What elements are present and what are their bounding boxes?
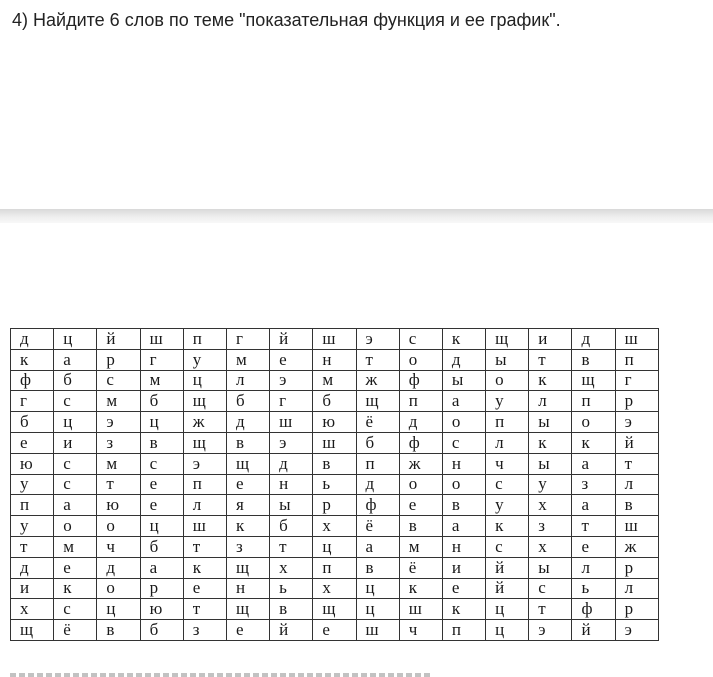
grid-cell[interactable]: т (97, 474, 140, 495)
grid-cell[interactable]: э (356, 329, 399, 350)
grid-cell[interactable]: о (399, 474, 442, 495)
grid-cell[interactable]: ц (140, 516, 183, 537)
grid-cell[interactable]: с (140, 453, 183, 474)
grid-cell[interactable]: е (270, 349, 313, 370)
grid-cell[interactable]: й (270, 329, 313, 350)
grid-cell[interactable]: х (270, 557, 313, 578)
grid-cell[interactable]: л (183, 495, 226, 516)
grid-cell[interactable]: в (399, 516, 442, 537)
grid-cell[interactable]: с (486, 474, 529, 495)
grid-row (11, 578, 659, 599)
grid-cell[interactable]: п (486, 412, 529, 433)
grid-cell[interactable]: щ (183, 432, 226, 453)
grid-cell[interactable]: г (226, 329, 269, 350)
grid-cell[interactable]: з (97, 432, 140, 453)
grid-cell[interactable]: д (399, 412, 442, 433)
grid-cell[interactable]: н (313, 349, 356, 370)
grid-cell[interactable]: й (97, 329, 140, 350)
grid-cell[interactable]: и (529, 329, 572, 350)
grid-cell[interactable]: р (615, 557, 658, 578)
grid-row (11, 599, 659, 620)
grid-cell[interactable]: ц (486, 599, 529, 620)
grid-cell[interactable]: д (356, 474, 399, 495)
grid-cell[interactable]: к (183, 557, 226, 578)
grid-cell[interactable]: у (11, 474, 54, 495)
grid-cell[interactable]: ф (399, 432, 442, 453)
section-divider (0, 209, 713, 223)
grid-cell[interactable]: ё (356, 516, 399, 537)
grid-cell[interactable]: д (226, 412, 269, 433)
grid-cell[interactable]: р (615, 599, 658, 620)
grid-cell[interactable]: ж (615, 536, 658, 557)
grid-cell[interactable]: а (442, 516, 485, 537)
grid-row (11, 474, 659, 495)
grid-cell[interactable]: к (54, 578, 97, 599)
grid-cell[interactable]: в (615, 495, 658, 516)
grid-cell[interactable]: п (572, 391, 615, 412)
word-search-grid (10, 328, 659, 641)
grid-cell[interactable]: х (529, 495, 572, 516)
grid-cell[interactable]: ш (399, 599, 442, 620)
grid-cell[interactable]: к (11, 349, 54, 370)
grid-cell[interactable]: е (140, 495, 183, 516)
grid-cell[interactable]: о (399, 349, 442, 370)
grid-cell[interactable]: м (97, 453, 140, 474)
grid-cell[interactable]: ж (399, 453, 442, 474)
grid-cell[interactable]: ы (529, 557, 572, 578)
grid-cell[interactable]: ц (183, 370, 226, 391)
grid-cell[interactable]: р (313, 495, 356, 516)
grid-cell[interactable]: б (313, 391, 356, 412)
grid-cell[interactable]: б (270, 516, 313, 537)
grid-cell[interactable]: щ (356, 391, 399, 412)
grid-cell[interactable]: с (399, 329, 442, 350)
grid-row (11, 620, 659, 641)
grid-cell[interactable]: с (97, 370, 140, 391)
grid-cell[interactable]: а (54, 349, 97, 370)
grid-cell[interactable]: ф (572, 599, 615, 620)
grid-cell[interactable]: г (11, 391, 54, 412)
grid-cell[interactable]: ё (356, 412, 399, 433)
grid-cell[interactable]: й (572, 620, 615, 641)
grid-cell[interactable]: и (11, 578, 54, 599)
grid-cell[interactable]: о (97, 578, 140, 599)
grid-cell[interactable]: п (11, 495, 54, 516)
grid-cell[interactable]: н (442, 536, 485, 557)
grid-cell[interactable]: у (486, 495, 529, 516)
task-title: 4) Найдите 6 слов по теме "показательная функция и ее график". (12, 10, 561, 30)
grid-cell[interactable]: р (615, 391, 658, 412)
grid-cell[interactable]: щ (486, 329, 529, 350)
grid-cell[interactable]: х (313, 578, 356, 599)
grid-cell[interactable]: в (356, 557, 399, 578)
grid-cell[interactable]: с (54, 391, 97, 412)
grid-cell[interactable]: с (529, 578, 572, 599)
grid-cell[interactable]: т (615, 453, 658, 474)
grid-cell[interactable]: з (572, 474, 615, 495)
grid-cell[interactable]: г (140, 349, 183, 370)
grid-cell[interactable]: е (11, 432, 54, 453)
grid-cell[interactable]: э (615, 620, 658, 641)
grid-cell[interactable]: е (183, 578, 226, 599)
grid-cell[interactable]: м (399, 536, 442, 557)
grid-cell[interactable]: л (615, 578, 658, 599)
grid-cell[interactable]: х (11, 599, 54, 620)
grid-cell[interactable]: ф (399, 370, 442, 391)
grid-cell[interactable]: т (572, 516, 615, 537)
grid-cell[interactable]: н (270, 474, 313, 495)
grid-cell[interactable]: к (529, 370, 572, 391)
grid-cell[interactable]: л (572, 557, 615, 578)
grid-row (11, 516, 659, 537)
grid-cell[interactable]: ы (529, 453, 572, 474)
grid-cell[interactable]: о (486, 370, 529, 391)
grid-cell[interactable]: о (572, 412, 615, 433)
grid-cell[interactable]: й (486, 557, 529, 578)
grid-row (11, 495, 659, 516)
grid-cell[interactable]: д (11, 557, 54, 578)
grid-cell[interactable]: в (313, 453, 356, 474)
grid-cell[interactable]: к (572, 432, 615, 453)
grid-cell[interactable]: ц (140, 412, 183, 433)
grid-row (11, 391, 659, 412)
grid-cell[interactable]: к (486, 516, 529, 537)
grid-cell[interactable]: э (183, 453, 226, 474)
grid-cell[interactable]: л (615, 474, 658, 495)
grid-cell[interactable]: э (529, 620, 572, 641)
grid-cell[interactable]: е (442, 578, 485, 599)
grid-cell[interactable]: щ (183, 391, 226, 412)
grid-cell[interactable]: д (572, 329, 615, 350)
grid-cell[interactable]: ы (270, 495, 313, 516)
grid-cell[interactable]: ж (356, 370, 399, 391)
grid-cell[interactable]: ь (572, 578, 615, 599)
grid-cell[interactable]: п (356, 453, 399, 474)
grid-cell[interactable]: э (615, 412, 658, 433)
grid-cell[interactable]: а (356, 536, 399, 557)
grid-cell[interactable]: и (442, 557, 485, 578)
grid-cell[interactable]: о (442, 474, 485, 495)
grid-cell[interactable]: к (442, 599, 485, 620)
grid-cell[interactable]: н (226, 578, 269, 599)
grid-cell[interactable]: д (97, 557, 140, 578)
grid-cell[interactable]: ю (11, 453, 54, 474)
grid-cell[interactable]: п (399, 391, 442, 412)
grid-cell[interactable]: е (140, 474, 183, 495)
grid-cell[interactable]: з (226, 536, 269, 557)
grid-cell[interactable]: ф (356, 495, 399, 516)
word-search-body (11, 329, 659, 641)
grid-cell[interactable]: п (313, 557, 356, 578)
grid-cell[interactable]: в (270, 599, 313, 620)
grid-cell[interactable]: ь (270, 578, 313, 599)
grid-cell[interactable]: у (183, 349, 226, 370)
grid-cell[interactable]: б (356, 432, 399, 453)
grid-cell[interactable]: т (183, 536, 226, 557)
grid-cell[interactable]: к (442, 329, 485, 350)
grid-cell[interactable]: щ (313, 599, 356, 620)
grid-cell[interactable]: о (442, 412, 485, 433)
grid-cell[interactable]: б (140, 620, 183, 641)
grid-cell[interactable]: п (442, 620, 485, 641)
grid-cell[interactable]: с (54, 599, 97, 620)
grid-cell[interactable]: ё (54, 620, 97, 641)
grid-cell[interactable]: ф (11, 370, 54, 391)
grid-cell[interactable]: ц (356, 578, 399, 599)
grid-cell[interactable]: л (529, 391, 572, 412)
grid-cell[interactable]: у (529, 474, 572, 495)
grid-cell[interactable]: т (356, 349, 399, 370)
grid-cell[interactable]: е (399, 495, 442, 516)
grid-cell[interactable]: ч (399, 620, 442, 641)
grid-cell[interactable]: п (615, 349, 658, 370)
grid-cell[interactable]: ш (140, 329, 183, 350)
grid-cell[interactable]: б (11, 412, 54, 433)
grid-cell[interactable]: в (442, 495, 485, 516)
grid-cell[interactable]: д (270, 453, 313, 474)
grid-cell[interactable]: п (183, 474, 226, 495)
grid-cell[interactable]: м (313, 370, 356, 391)
grid-row (11, 370, 659, 391)
grid-cell[interactable]: ш (313, 329, 356, 350)
grid-cell[interactable]: ц (54, 412, 97, 433)
grid-cell[interactable]: ч (97, 536, 140, 557)
grid-cell[interactable]: с (442, 432, 485, 453)
grid-cell[interactable]: к (529, 432, 572, 453)
grid-cell[interactable]: ш (615, 329, 658, 350)
grid-cell[interactable]: ц (54, 329, 97, 350)
grid-cell[interactable]: м (140, 370, 183, 391)
grid-cell[interactable]: в (226, 432, 269, 453)
grid-row (11, 349, 659, 370)
word-search-table (10, 328, 659, 641)
grid-cell[interactable]: ы (529, 412, 572, 433)
grid-cell[interactable]: я (226, 495, 269, 516)
grid-cell[interactable]: у (486, 391, 529, 412)
grid-row (11, 453, 659, 474)
grid-cell[interactable]: р (140, 578, 183, 599)
grid-cell[interactable]: х (313, 516, 356, 537)
grid-cell[interactable]: щ (11, 620, 54, 641)
grid-cell[interactable]: м (226, 349, 269, 370)
grid-cell[interactable]: з (529, 516, 572, 537)
grid-cell[interactable]: б (140, 536, 183, 557)
grid-cell[interactable]: й (270, 620, 313, 641)
grid-cell[interactable]: д (442, 349, 485, 370)
grid-row (11, 432, 659, 453)
grid-cell[interactable]: й (486, 578, 529, 599)
grid-cell[interactable]: е (226, 620, 269, 641)
grid-cell[interactable]: е (572, 536, 615, 557)
grid-cell[interactable]: и (54, 432, 97, 453)
grid-cell[interactable]: ю (140, 599, 183, 620)
grid-cell[interactable]: а (140, 557, 183, 578)
grid-cell[interactable]: ч (486, 453, 529, 474)
grid-cell[interactable]: ы (442, 370, 485, 391)
grid-cell[interactable]: х (529, 536, 572, 557)
grid-cell[interactable]: в (97, 620, 140, 641)
grid-cell[interactable]: ш (183, 516, 226, 537)
grid-cell[interactable]: ш (356, 620, 399, 641)
grid-cell[interactable]: б (226, 391, 269, 412)
grid-cell[interactable]: т (270, 536, 313, 557)
grid-cell[interactable]: н (442, 453, 485, 474)
grid-cell[interactable]: к (399, 578, 442, 599)
grid-cell[interactable]: ю (97, 495, 140, 516)
grid-cell[interactable]: а (442, 391, 485, 412)
grid-cell[interactable]: е (226, 474, 269, 495)
grid-cell[interactable]: о (97, 516, 140, 537)
grid-cell[interactable]: ш (615, 516, 658, 537)
grid-cell[interactable]: э (97, 412, 140, 433)
grid-cell[interactable]: г (615, 370, 658, 391)
grid-cell[interactable]: с (54, 453, 97, 474)
grid-cell[interactable]: а (572, 453, 615, 474)
grid-cell[interactable]: е (313, 620, 356, 641)
grid-cell[interactable]: ц (356, 599, 399, 620)
grid-cell[interactable]: м (54, 536, 97, 557)
grid-cell[interactable]: л (226, 370, 269, 391)
grid-cell[interactable]: щ (226, 453, 269, 474)
grid-cell[interactable]: ё (399, 557, 442, 578)
grid-row (11, 329, 659, 350)
grid-cell[interactable]: п (183, 329, 226, 350)
grid-cell[interactable]: т (11, 536, 54, 557)
grid-row (11, 557, 659, 578)
grid-cell[interactable]: щ (226, 557, 269, 578)
grid-cell[interactable]: у (11, 516, 54, 537)
grid-cell[interactable]: б (54, 370, 97, 391)
grid-cell[interactable]: в (140, 432, 183, 453)
grid-cell[interactable]: к (226, 516, 269, 537)
grid-row (11, 412, 659, 433)
grid-cell[interactable]: о (54, 516, 97, 537)
cropped-text-remnant (10, 673, 430, 677)
grid-cell[interactable]: ш (270, 412, 313, 433)
grid-cell[interactable]: е (54, 557, 97, 578)
grid-cell[interactable]: р (97, 349, 140, 370)
grid-cell[interactable]: щ (226, 599, 269, 620)
grid-row (11, 536, 659, 557)
grid-cell[interactable]: щ (572, 370, 615, 391)
grid-cell[interactable]: л (486, 432, 529, 453)
grid-cell[interactable]: з (183, 620, 226, 641)
grid-cell[interactable]: а (54, 495, 97, 516)
grid-cell[interactable]: б (140, 391, 183, 412)
grid-cell[interactable]: ц (486, 620, 529, 641)
grid-cell[interactable]: а (572, 495, 615, 516)
grid-cell[interactable]: ю (313, 412, 356, 433)
grid-cell[interactable]: ц (313, 536, 356, 557)
grid-cell[interactable]: с (54, 474, 97, 495)
grid-cell[interactable]: э (270, 370, 313, 391)
grid-cell[interactable]: й (615, 432, 658, 453)
grid-cell[interactable]: ш (313, 432, 356, 453)
grid-cell[interactable]: д (11, 329, 54, 350)
grid-cell[interactable]: ц (97, 599, 140, 620)
grid-cell[interactable]: г (270, 391, 313, 412)
grid-cell[interactable]: в (572, 349, 615, 370)
grid-cell[interactable]: м (97, 391, 140, 412)
grid-cell[interactable]: ь (313, 474, 356, 495)
grid-cell[interactable]: т (529, 599, 572, 620)
grid-cell[interactable]: т (529, 349, 572, 370)
grid-cell[interactable]: с (486, 536, 529, 557)
grid-cell[interactable]: э (270, 432, 313, 453)
grid-cell[interactable]: ы (486, 349, 529, 370)
grid-cell[interactable]: т (183, 599, 226, 620)
grid-cell[interactable]: ж (183, 412, 226, 433)
